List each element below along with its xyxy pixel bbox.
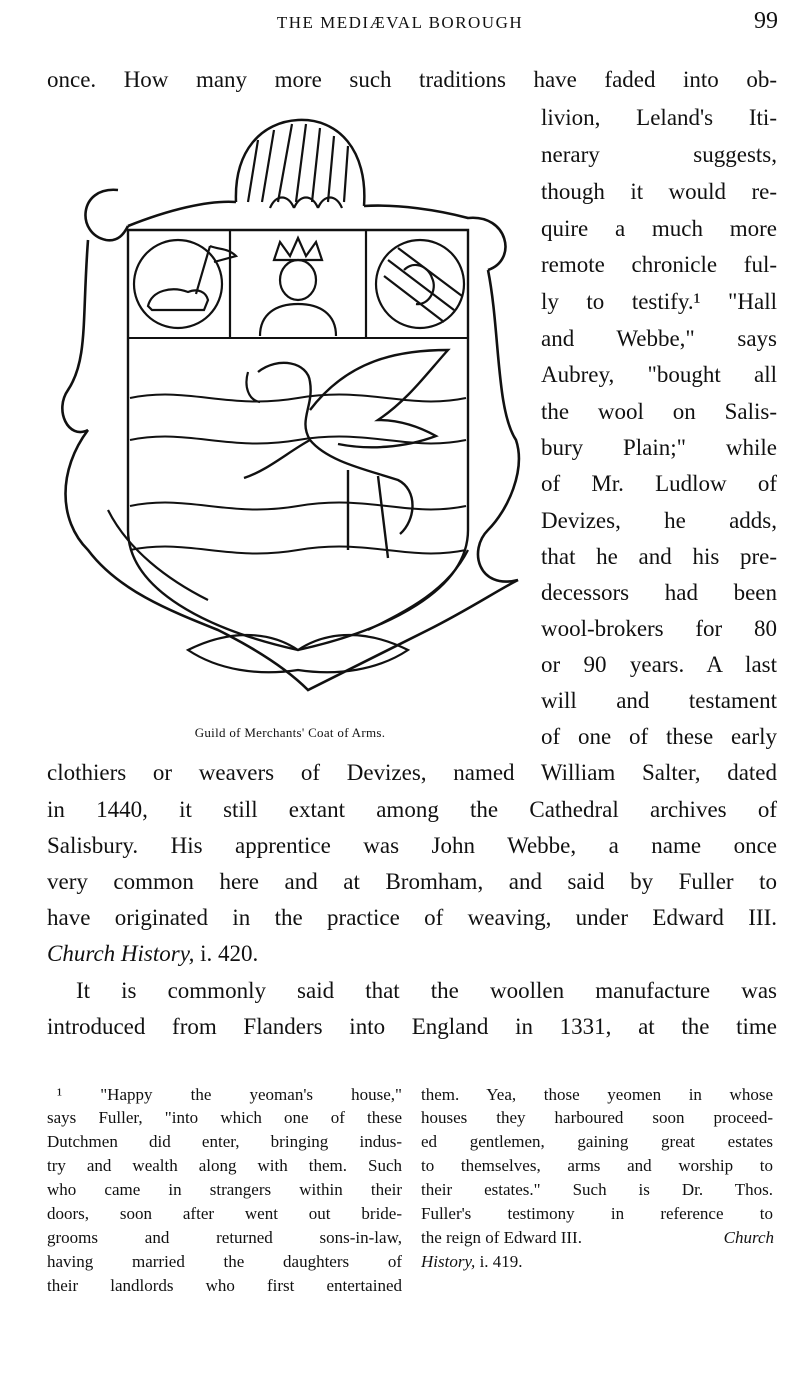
- footnote-line: their landlords who first entertained: [47, 1276, 402, 1295]
- footnote-line: to themselves, arms and worship to: [421, 1156, 773, 1175]
- body-line: Devizes, he adds,: [541, 508, 777, 533]
- footnote-line: ¹ "Happy the yeoman's house,": [57, 1085, 402, 1104]
- body-line: It is commonly said that the woollen manufacture was: [76, 978, 777, 1003]
- citation-ref: i. 420.: [194, 941, 259, 966]
- footnote-line: ed gentlemen, gaining great estates: [421, 1132, 773, 1151]
- body-line: once. How many more such traditions have faded into ob-: [47, 67, 777, 92]
- footnote-line: having married the daughters of: [47, 1252, 402, 1271]
- page-number: 99: [754, 8, 778, 34]
- footnote-line: Dutchmen did enter, bringing indus-: [47, 1132, 402, 1151]
- citation-title: Church History,: [47, 941, 195, 966]
- body-line: clothiers or weavers of Devizes, named William Salter, dated: [47, 760, 777, 785]
- footnote-citation-title: History,: [421, 1252, 476, 1271]
- figure-caption: Guild of Merchants' Coat of Arms.: [194, 725, 386, 740]
- body-line: introduced from Flanders into England in 1331, at the time: [47, 1014, 777, 1039]
- body-line: remote chronicle ful-: [541, 252, 777, 277]
- body-line: very common here and at Bromham, and said by Fuller to: [47, 869, 777, 894]
- body-line: or 90 years. A last: [541, 652, 777, 677]
- footnote-line: grooms and returned sons-in-law,: [47, 1228, 402, 1247]
- body-line: quire a much more: [541, 216, 777, 241]
- body-line: though it would re-: [541, 179, 777, 204]
- footnote-line: Fuller's testimony in reference to: [421, 1204, 773, 1223]
- body-line: of one of these early: [541, 724, 777, 749]
- body-line: in 1440, it still extant among the Cathedral archives of: [47, 797, 777, 822]
- footnote-line: them. Yea, those yeomen in whose: [421, 1085, 773, 1104]
- footnote-line: says Fuller, "into which one of these: [47, 1108, 402, 1127]
- body-line: decessors had been: [541, 580, 777, 605]
- body-line: livion, Leland's Iti-: [541, 105, 777, 130]
- footnote-line: doors, soon after went out bride-: [47, 1204, 402, 1223]
- footnote-line: try and wealth along with them. Such: [47, 1156, 402, 1175]
- citation-line: [47, 940, 258, 968]
- body-line: that he and his pre-: [541, 544, 777, 569]
- footnote-line: their estates." Such is Dr. Thos.: [421, 1180, 773, 1199]
- footnote-citation-ref: i. 419.: [475, 1252, 523, 1271]
- body-line: the wool on Salis-: [541, 399, 777, 424]
- running-title: THE MEDIÆVAL BOROUGH: [276, 13, 524, 32]
- body-line: wool-brokers for 80: [541, 616, 777, 641]
- body-line: will and testament: [541, 688, 777, 713]
- footnote-line: houses they harboured soon proceed-: [421, 1108, 773, 1127]
- body-line: nerary suggests,: [541, 142, 777, 167]
- coat-of-arms-illustration: [48, 110, 528, 710]
- body-line: Aubrey, "bought all: [541, 362, 777, 387]
- body-line: ly to testify.¹ "Hall: [541, 289, 777, 314]
- body-line: Salisbury. His apprentice was John Webbe, a name once: [47, 833, 777, 858]
- body-line: bury Plain;" while: [541, 435, 777, 460]
- body-line: have originated in the practice of weaving, under Edward III.: [47, 905, 777, 930]
- footnote-line: the reign of Edward III.: [421, 1228, 582, 1247]
- body-line: of Mr. Ludlow of: [541, 471, 777, 496]
- body-line: and Webbe," says: [541, 326, 777, 351]
- footnote-line: who came in strangers within their: [47, 1180, 402, 1199]
- footnote-line: [421, 1251, 773, 1273]
- footnote-citation-title: Church: [723, 1228, 774, 1247]
